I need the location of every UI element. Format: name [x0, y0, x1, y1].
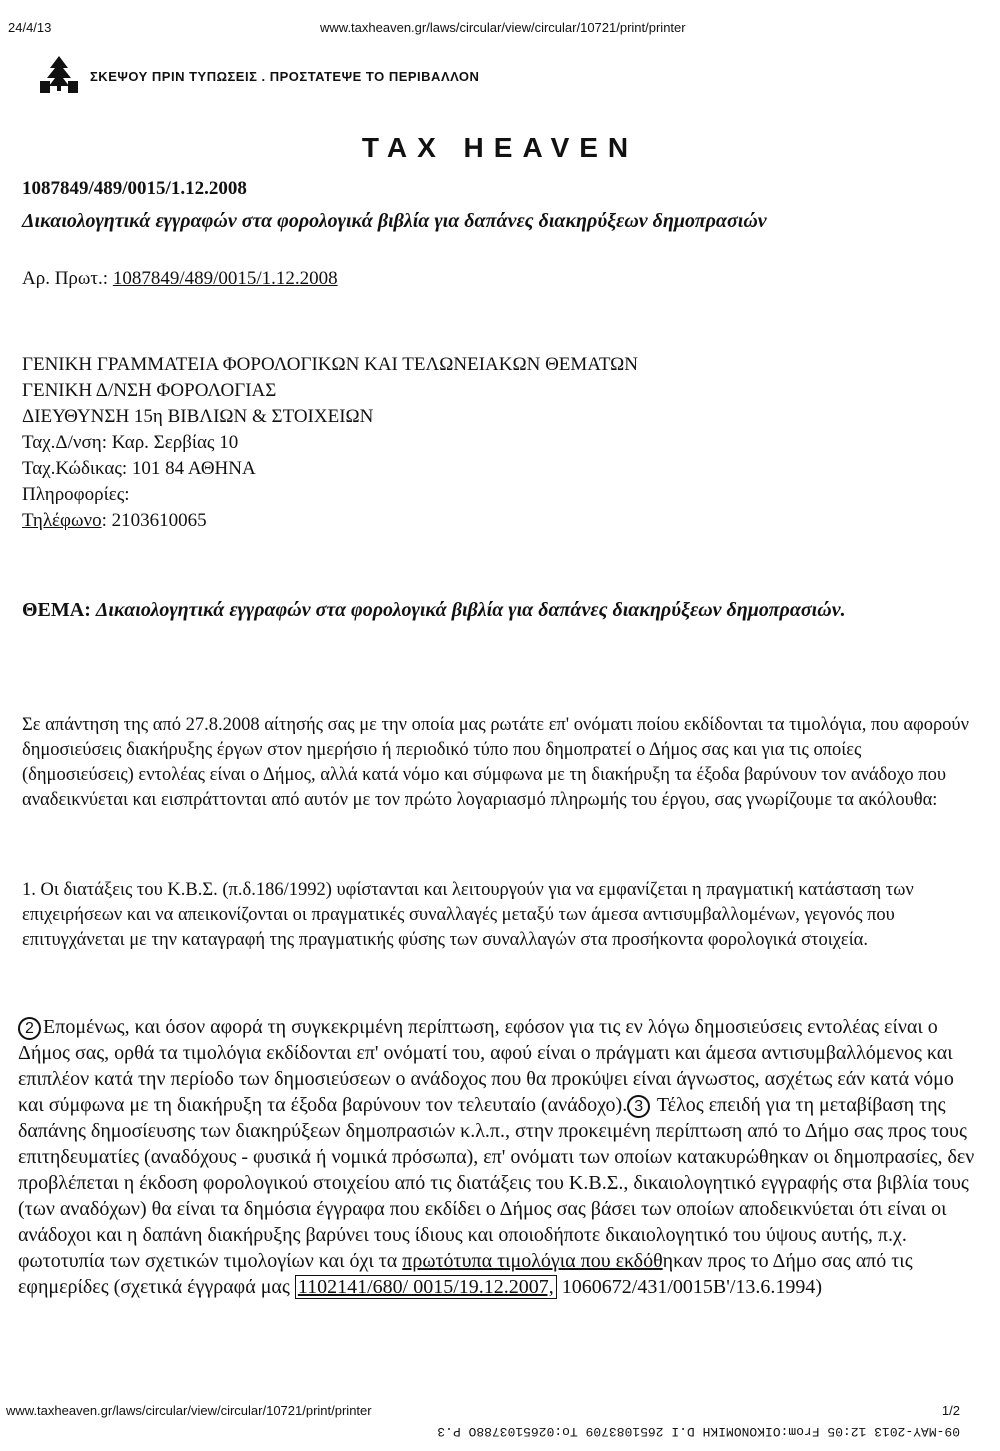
issuer-phone	[22, 508, 638, 534]
eco-banner-text: ΣΚΕΨΟΥ ΠΡΙΝ ΤΥΠΩΣΕΙΣ . ΠΡΟΣΤΑΤΕΨΕ ΤΟ ΠΕΡΙΒΑΛΛΟΝ	[90, 69, 480, 84]
body-point3-text-c: 1060672/431/0015Β'/13.6.1994)	[556, 1276, 823, 1298]
print-date: 24/4/13	[8, 20, 52, 35]
issuer-line3: ΔΙΕΥΘΥΝΣΗ 15η ΒΙΒΛΙΩΝ & ΣΤΟΙΧΕΙΩΝ	[22, 406, 374, 427]
body-point1: 1. Οι διατάξεις του Κ.Β.Σ. (π.δ.186/1992) υφίστανται και λειτουργούν για να εμφανίζεται η πραγματική κατάσταση των επιχειρήσεων και να απεικονίζονται οι πραγματικές συναλλαγές μεταξύ των άμεσα αντισυμβαλλομένων, γεγονός που επιτυγχάνεται με την καταγραφή της πραγματικής φύσης των συναλλαγών στα προσήκοντα φορολογικά στοιχεία.	[22, 880, 914, 950]
body-intro: Σε απάντηση της από 27.8.2008 αίτησής σας με την οποία μας ρωτάτε επ' ονόματι ποίου εκδίδονται τα τιμολόγια, που αφορούν δημοσιεύσεις διακήρυξης έργων στον ημερήσιο ή περιοδικό τύπο που δημοπρατεί ο Δήμος σας και για τις οποίες (δημοσιεύσεις) εντολέας είναι ο Δήμος, αλλά κατά νόμο και σύμφωνα με τη διακήρυξη τα έξοδα βαρύνουν τον ανάδοχο που αναδεικνύεται και εισπράττονται από αυτόν με τον πρώτο λογαριασμό πληρωμής του έργου, σας γνωρίζουμε τα ακόλουθα:	[22, 715, 969, 810]
phone-label: Τηλέφωνο	[22, 510, 102, 531]
body-point3-boxed-ref: 1102141/680/ 0015/19.12.2007,	[295, 1275, 557, 1299]
document-ref-number: 1087849/489/0015/1.12.2008	[22, 178, 247, 199]
page-number: 1/2	[941, 1403, 960, 1418]
issuer-line1: ΓΕΝΙΚΗ ΓΡΑΜΜΑΤΕΙΑ ΦΟΡΟΛΟΓΙΚΩΝ ΚΑΙ ΤΕΛΩΝΕΙΑΚΩΝ ΘΕΜΑΤΩΝ	[22, 354, 639, 375]
issuer-postal: Ταχ.Κώδικας: 101 84 ΑΘΗΝΑ	[22, 458, 256, 479]
subject-label: ΘΕΜΑ:	[22, 599, 91, 621]
footer-url: www.taxheaven.gr/laws/circular/view/circular/10721/print/printer	[6, 1403, 372, 1418]
issuer-block	[22, 352, 638, 534]
body-point3-text: Τέλος επειδή για τη μεταβίβαση της δαπάνης δημοσίευσης των διακηρύξεων δημοπρασιών κ.λ.π., στην προκειμένη περίπτωση από το Δήμο σας προς τους επιτηδευματίες (αναδόχους - φυσικά ή νομικά πρόσωπα), επ' ονόματι των οποίων κατακυρώθηκαν οι δημοπρασίες, δεν προβλέπεται η έκδοση φορολογικού στοιχείου από τις διατάξεις του Κ.Β.Σ., δικαιολογητικό εγγραφής στα βιβλία τους (των αναδόχων) θα είναι τα δημόσια έγγραφα που εκδίδει ο Δήμος σας βάσει των οποίων αποδεικνύεται ότι είναι οι ανάδοχοι και η δαπάνη διακήρυξης βαρύνει τους ίδιους και οποιοδήποτε δικαιολογητικό του ύψους αυτής, π.χ. φωτοτυπία των σχετικών τιμολογίων και όχι τα	[18, 1094, 975, 1272]
protocol-line	[22, 268, 338, 290]
protocol-link[interactable]: 1087849/489/0015/1.12.2008	[112, 268, 338, 289]
body-point3-text-b: ηκαν προς το Δήμο σας από τις εφημερίδες (σχετικά έγγραφά μας	[18, 1250, 913, 1298]
phone-value: : 2103610065	[101, 510, 207, 531]
taxheaven-logo: TAX HEAVEN	[361, 132, 639, 163]
annotation-circle-3: 3	[627, 1095, 650, 1118]
issuer-info-label: Πληροφορίες:	[22, 484, 130, 505]
annotation-circle-2: 2	[18, 1017, 41, 1040]
issuer-address: Ταχ.Δ/νση: Καρ. Σερβίας 10	[22, 432, 239, 453]
body-point2-3	[18, 1014, 978, 1300]
fax-transmission-line: 09-MAY-2013 12:05 From:OIKONOMIKH D.I 2651083709 To:0265103788O P.3	[437, 1424, 960, 1439]
tree-recycle-icon	[36, 56, 82, 99]
issuer-line2: ΓΕΝΙΚΗ Δ/ΝΣΗ ΦΟΡΟΛΟΓΙΑΣ	[22, 380, 277, 401]
document-title-block	[22, 178, 767, 233]
document-title: Δικαιολογητικά εγγραφών στα φορολογικά βιβλία για δαπάνες διακηρύξεων δημοπρασιών	[22, 210, 767, 232]
body-point3-underlined: πρωτότυπα τιμολόγια που εκδόθ	[402, 1250, 663, 1272]
print-url: www.taxheaven.gr/laws/circular/view/circular/10721/print/printer	[320, 20, 686, 35]
body-point2-text: Επομένως, και όσον αφορά τη συγκεκριμένη περίπτωση, εφόσον για τις εν λόγω δημοσιεύσεις εντολέας είναι ο Δήμος σας, ορθά τα τιμολόγια εκδίδονται επ' ονόματί του, αφού είναι ο πράγματι και άμεσα αντισυμβαλλόμενος και επιπλέον κατά την περίοδο των δημοσιεύσεων ο ανάδοχος που θα προκύψει είναι άγνωστος, ασχέτως εάν κατά νόμο και σύμφωνα με τη διακήρυξη τα έξοδα βαρύνουν τον τελευταίο (ανάδοχο).	[18, 1016, 954, 1116]
protocol-label: Αρ. Πρωτ.:	[22, 268, 109, 289]
subject-block	[22, 597, 922, 623]
subject-text: Δικαιολογητικά εγγραφών στα φορολογικά βιβλία για δαπάνες διακηρύξεων δημοπρασιών.	[95, 599, 846, 621]
